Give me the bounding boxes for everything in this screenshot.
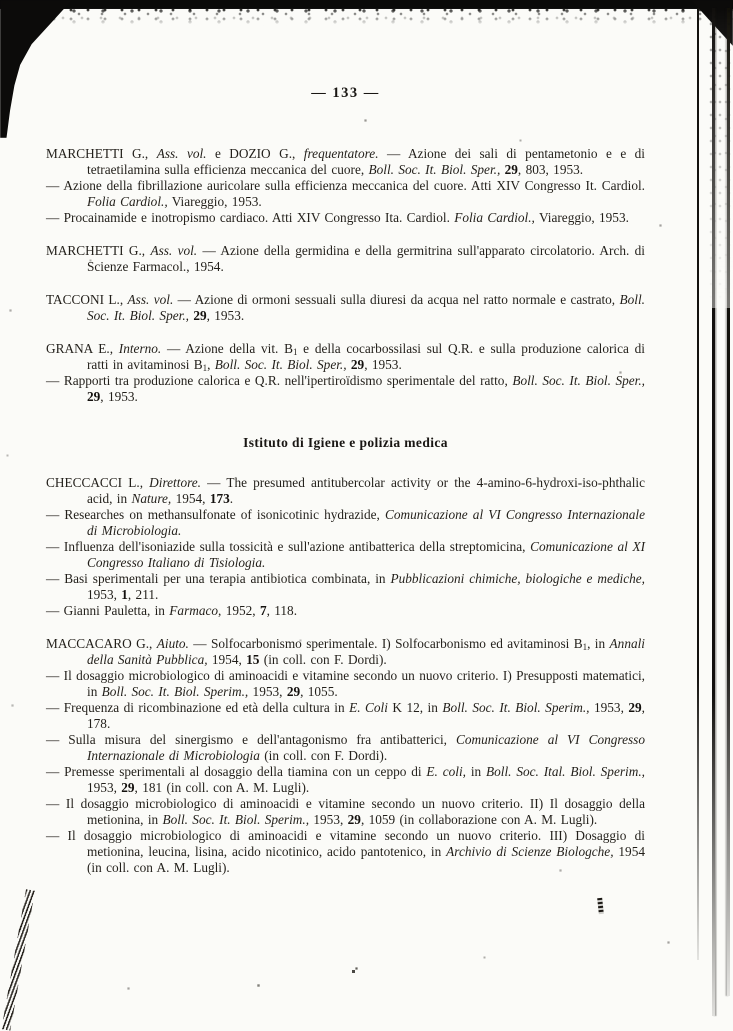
bibliography-entry: — Rapporti tra produzione calorica e Q.R. nell'ipertiroïdismo sperimentale del ratto, Boll. Soc. It. Biol. Sper., 29, 1953. — [46, 373, 646, 404]
bibliography-entry: — Influenza dell'isoniazide sulla tossicità e sull'azione antibatterica della streptomicina, Comunicazione al XI Congresso Italiano di Tisiologia. — [46, 539, 645, 570]
bibliography-entry: — Il dosaggio microbiologico di aminoacidi e vitamine secondo un nuovo criterio. III) Dosaggio di metionina, leucina, lisina, acido nicotinico, acido pantotenico, in Archivio di Scienze Biologche, 1954 (in coll. con A. M. Lugli). — [46, 828, 646, 875]
bibliography-group — [46, 475, 645, 619]
bibliography-entry: CHECCACCI L., Direttore. — The presumed antitubercolar activity or the 4-amino-6-hydroxi-iso-phthalic acid, in Nature, 1954, 173. — [46, 475, 645, 506]
bibliography-group — [46, 292, 645, 324]
bibliography-group — [46, 243, 645, 275]
bibliography-entry: — Procainamide e inotropismo cardiaco. Atti XIV Congresso Ita. Cardiol. Folia Cardiol., Viareggio, 1953. — [46, 210, 629, 225]
bibliography-group — [46, 341, 645, 405]
bibliography-entry: — Frequenza di ricombinazione ed età della cultura in E. Coli K 12, in Boll. Soc. It. Biol. Sperim., 1953, 29, 178. — [46, 700, 645, 731]
bibliography-group — [46, 636, 645, 876]
bibliography-entry: MACCACARO G., Aiuto. — Solfocarbonismo sperimentale. I) Solfocarbonismo ed avitaminosi $B_1$, in Annali della Sanità Pubblica, 1954, 15 (in coll. con F. Dordi). — [46, 636, 646, 667]
bibliography-entry: TACCONI L., Ass. vol. — Azione di ormoni sessuali sulla diuresi da acqua nel ratto normale e castrato, Boll. Soc. It. Biol. Sper., 29, 1953. — [46, 292, 645, 323]
scan-artifact-binding-line-1 — [697, 8, 699, 960]
bibliography-entry: — Il dosaggio microbiologico di aminoacidi e vitamine secondo un nuovo criterio. I) Presupposti matematici, in Boll. Soc. It. Biol. Sperim., 1953, 29, 1055. — [46, 668, 645, 699]
bibliography-entry: — Azione della fibrillazione auricolare sulla efficienza meccanica del cuore. Atti XIV Congresso It. Cardiol. Folia Cardiol., Viareggio, 1953. — [46, 178, 645, 209]
bibliography-group — [46, 146, 645, 226]
bibliography-entry: — Basi sperimentali per una terapia antibiotica combinata, in Pubblicazioni chimiche, biologiche e mediche, 1953, 1, 211. — [46, 571, 645, 602]
scan-artifact-right-smudge — [709, 8, 733, 308]
bibliography-entry: MARCHETTI G., Ass. vol. — Azione della germidina e della germitrina sull'apparato circolatorio. Arch. di Scienze Farmacol., 1954. — [46, 243, 645, 274]
scan-artifact-bottom-left-streak — [1, 889, 35, 1030]
page-number: — 133 — — [311, 85, 380, 101]
bibliography-entry: — Premesse sperimentali al dosaggio della tiamina con un ceppo di E. coli, in Boll. Soc. Ital. Biol. Sperim., 1953, 29, 181 (in coll. con A. M. Lugli). — [46, 764, 645, 795]
bibliography-entry: — Gianni Pauletta, in Farmaco, 1952, 7, 118. — [46, 603, 298, 618]
bibliography-entry: GRANA E., Interno. — Azione della vit. $B_1$ e della cocarbossilasi sul Q.R. e sulla produzione calorica di ratti in avitaminosi $B_1$, Boll. Soc. It. Biol. Sper., 29, 1953. — [46, 341, 645, 373]
bibliography-content — [46, 146, 645, 893]
scan-artifact-top-noise — [0, 8, 733, 26]
scan-artifact-ink-smudge — [597, 898, 604, 914]
scan-artifact-specks — [0, 0, 1, 1]
section-heading: Istituto di Igiene e polizia medica — [243, 435, 448, 450]
bibliography-entry: — Il dosaggio microbiologico di aminoacidi e vitamine secondo un nuovo criterio. II) Il dosaggio della metionina, in Boll. Soc. It. Biol. Sperim., 1953, 29, 1059 (in collaborazione con A. M. Lugli). — [46, 796, 645, 827]
bibliography-entry: — Researches on methansulfonate of isonicotinic hydrazide, Comunicazione al VI Congresso Internazionale di Microbiologia. — [46, 507, 645, 538]
bibliography-entry: — Sulla misura del sinergismo e dell'antagonismo fra antibatterici, Comunicazione al VI Congresso Internazionale di Microbiologia (in coll. con F. Dordi). — [46, 732, 645, 763]
bibliography-entry: MARCHETTI G., Ass. vol. e DOZIO G., frequentatore. — Azione dei sali di pentametonio e e di tetraetilamina sulla efficienza meccanica del cuore, Boll. Soc. It. Biol. Sper., 29, 803, 1953. — [46, 146, 646, 177]
